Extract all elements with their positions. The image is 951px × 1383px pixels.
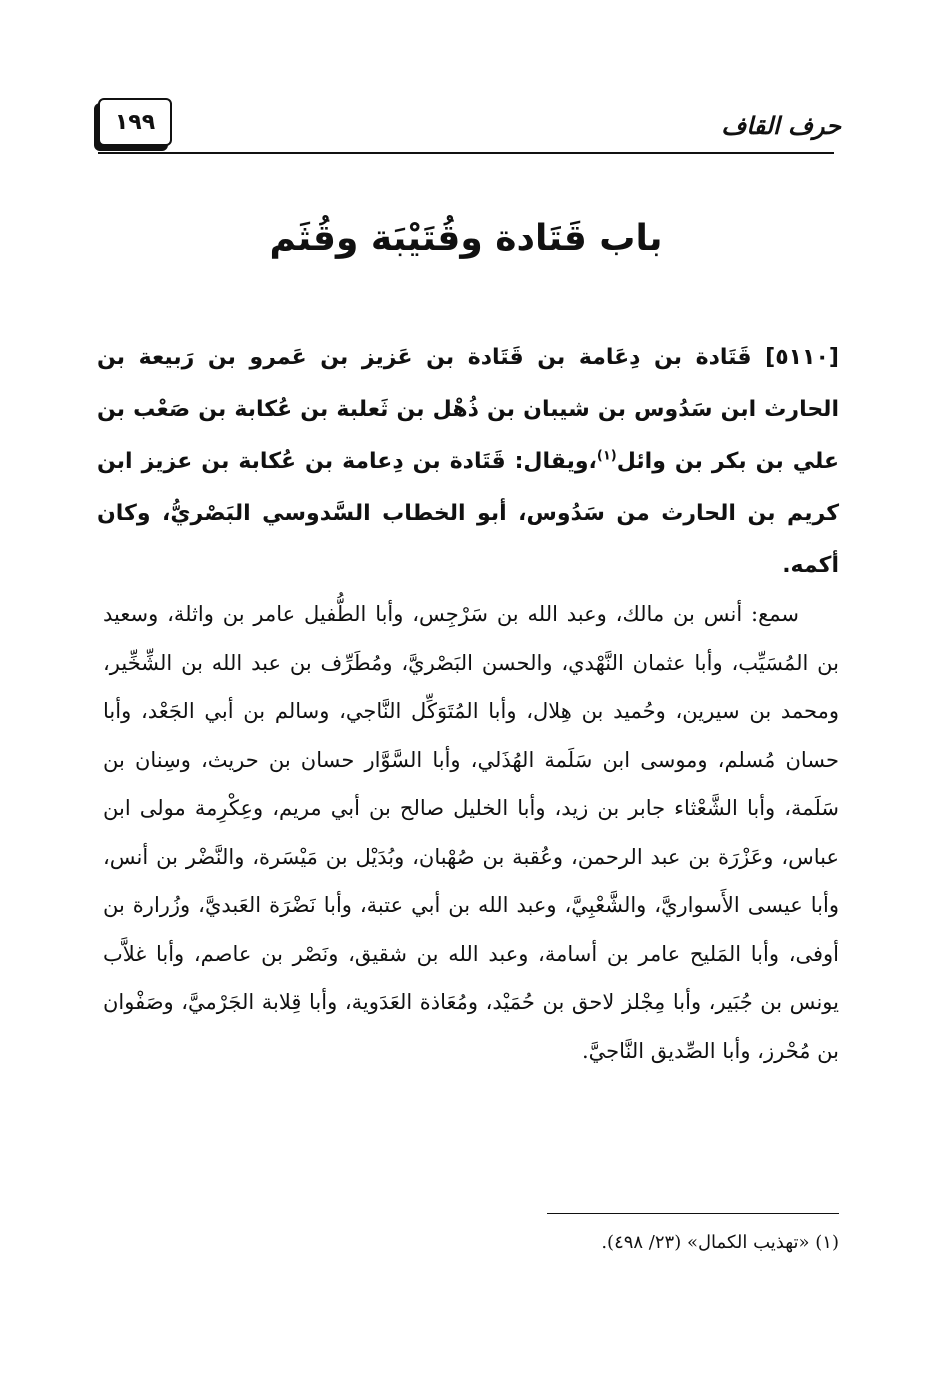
running-title: حرف القاف xyxy=(721,112,841,140)
body-paragraph-text: سمع: أنس بن مالك، وعبد الله بن سَرْجِس، وأبا الطُّفيل عامر بن واثلة، وسعيد بن المُسَيِّب، وأبا عثمان النَّهْدي، والحسن البَصْريَّ، ومُطَرِّف بن عبد الله بن الشِّخِّير، ومحمد بن سيرين، وحُميد بن هِلال، وأبا المُتَوَكِّل النَّاجي، وسالم بن أبي الجَعْد، وأبا حسان مُسلم، وموسى ابن سَلَمة الهُذَلي، وأبا السَّوَّار حسان بن حريث، وسِنان بن سَلَمة، وأبا الشَّعْثاء جابر بن زيد، وأبا الخليل صالح بن أبي مريم، وعِكْرِمة مولى ابن عباس، وعَزْرَة بن عبد الرحمن، وعُقبة بن صُهْبان، وبُدَيْل بن مَيْسَرة، والنَّضْر بن أنس، وأبا عيسى الأَسواريَّ، والشَّعْبِيَّ، وعبد الله بن أبي عتبة، وأبا نَضْرَة العَبديَّ، وزُرارة بن أوفى، وأبا المَليح عامر بن أسامة، وعبد الله بن شقيق، ونَصْر بن عاصم، وأبا غلاَّب يونس بن جُبَير، وأبا مِجْلز لاحق بن حُمَيْد، ومُعَاذة العَدَوية، وأبا قِلابة الجَرْميَّ، وصَفْوان بن مُحْرز، وأبا الصِّديق النَّاجيَّ. xyxy=(103,602,839,1063)
header-divider xyxy=(98,152,834,154)
entry-heading xyxy=(97,332,839,592)
entry-number: [٥١١٠] xyxy=(765,345,839,370)
footnote: (١) «تهذيب الكمال» (٢٣/ ٤٩٨). xyxy=(601,1232,839,1253)
body-paragraph xyxy=(103,590,839,1075)
footnote-divider xyxy=(547,1213,839,1214)
chapter-title: باب قَتَادة وقُتَيْبَة وقُثَم xyxy=(269,218,663,259)
footnote-marker[interactable]: (١) xyxy=(596,448,617,464)
entry-heading-text-1: قَتَادة بن دِعَامة بن قَتَادة بن عَزيز بن عَمرو بن رَبيعة بن الحارث ابن سَدُوس بن شيبان بن ذُهْل بن ثَعلبة بن عُكابة بن صَعْب بن علي بن بكر بن وائل xyxy=(97,345,840,474)
page-number: ١٩٩ xyxy=(98,98,172,146)
entry-heading-text-2: ،ويقال: قَتَادة بن دِعامة بن عُكابة بن عزيز ابن كريم بن الحارث من سَدُوس، أبو الخطاب السَّدوسي البَصْريُّ، وكان أكمه. xyxy=(97,449,839,578)
